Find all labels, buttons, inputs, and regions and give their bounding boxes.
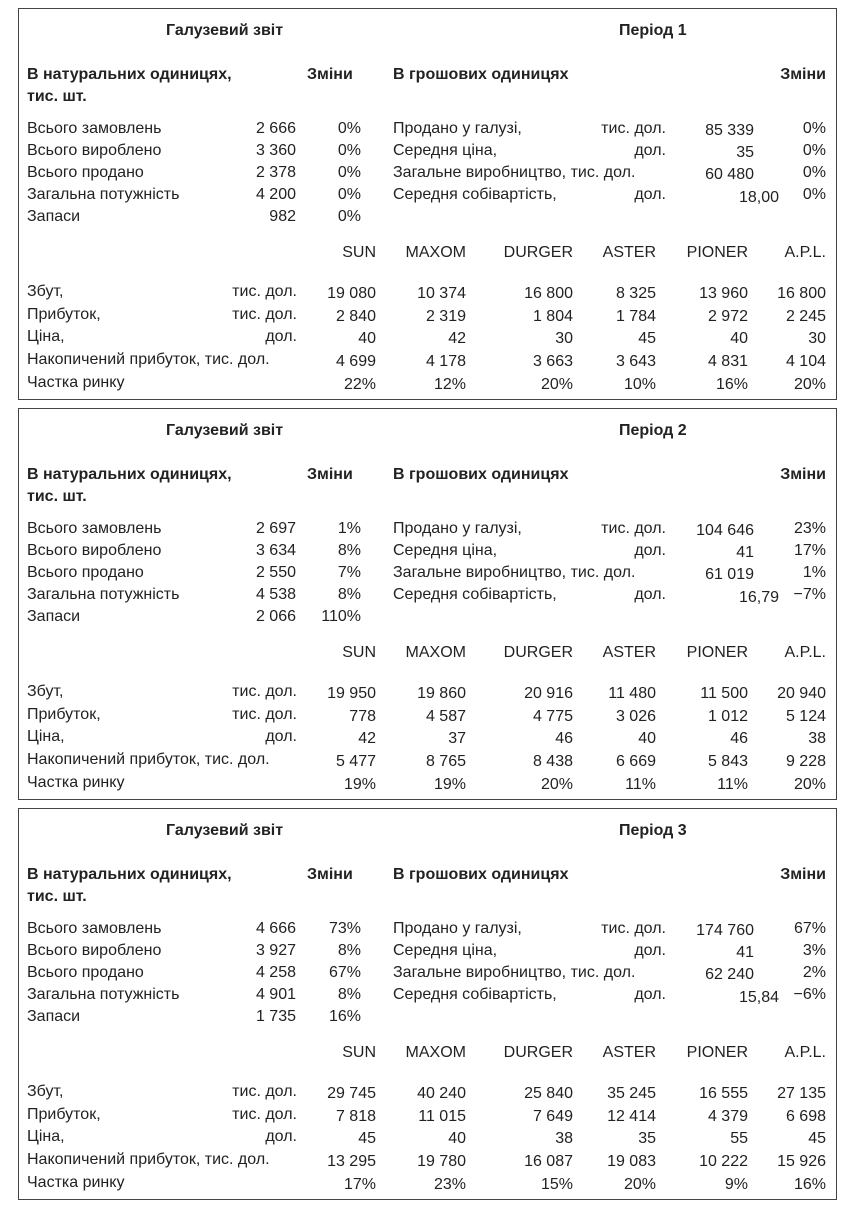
total-produced-change: 8%	[337, 942, 361, 959]
cumulative-cell: 5 477	[335, 753, 376, 770]
sales-label: Збут,	[27, 683, 64, 700]
average-price-value: 41	[736, 544, 754, 561]
share-label: Частка ринку	[27, 1174, 125, 1191]
average-price-unit: дол.	[634, 942, 666, 959]
money-units-header: В грошових одиницях	[393, 466, 569, 483]
price-cell: 45	[808, 1130, 826, 1147]
sold-in-industry-change: 23%	[793, 520, 826, 537]
sales-cell: 20 940	[777, 685, 826, 702]
price-unit: дол.	[265, 1128, 297, 1145]
inventory-value: 982	[269, 208, 296, 225]
profit-cell: 2 972	[707, 308, 748, 325]
sales-cell: 16 800	[777, 285, 826, 302]
money-units-header: В грошових одиницях	[393, 66, 569, 83]
sales-label: Збут,	[27, 283, 64, 300]
share-cell: 12%	[433, 376, 466, 393]
company-header: A.P.L.	[784, 244, 826, 261]
company-header: PIONER	[686, 244, 748, 261]
cumulative-cell: 4 104	[785, 353, 826, 370]
report-title: Галузевий звіт	[166, 822, 284, 839]
cumulative-cell: 10 222	[699, 1153, 748, 1170]
company-header: SUN	[342, 244, 376, 261]
profit-cell: 4 379	[707, 1108, 748, 1125]
sales-cell: 19 080	[327, 285, 376, 302]
average-price-change: 3%	[802, 942, 826, 959]
cumulative-cell: 9 228	[785, 753, 826, 770]
sales-cell: 16 555	[699, 1085, 748, 1102]
profit-cell: 778	[349, 708, 376, 725]
sales-cell: 40 240	[417, 1085, 466, 1102]
share-label: Частка ринку	[27, 374, 125, 391]
sales-unit: тис. дол.	[232, 283, 297, 300]
average-price-unit: дол.	[634, 142, 666, 159]
price-cell: 30	[555, 330, 573, 347]
inventory-label: Запаси	[27, 1008, 81, 1025]
sales-cell: 8 325	[615, 285, 656, 302]
total-produced-label: Всього вироблено	[27, 542, 162, 559]
period-title: Період 3	[619, 822, 687, 839]
total-sold-value: 4 258	[255, 964, 296, 981]
total-production-value: 61 019	[705, 566, 754, 583]
sales-cell: 29 745	[327, 1085, 376, 1102]
inventory-value: 1 735	[255, 1008, 296, 1025]
sales-cell: 25 840	[524, 1085, 573, 1102]
company-header: SUN	[342, 644, 376, 661]
changes-header: Зміни	[780, 466, 826, 483]
share-cell: 9%	[724, 1176, 748, 1193]
profit-cell: 5 124	[785, 708, 826, 725]
average-cost-unit: дол.	[634, 186, 666, 203]
sold-in-industry-label: Продано у галузі,	[393, 920, 522, 937]
total-sold-value: 2 550	[255, 564, 296, 581]
total-production-value: 62 240	[705, 966, 754, 983]
period-title: Період 1	[619, 22, 687, 39]
price-cell: 42	[358, 730, 376, 747]
sales-cell: 10 374	[417, 285, 466, 302]
total-produced-value: 3 927	[255, 942, 296, 959]
profit-label: Прибуток,	[27, 706, 101, 723]
natural-units-unit: тис. шт.	[27, 488, 87, 505]
profit-cell: 1 784	[615, 308, 656, 325]
total-production-value: 60 480	[705, 166, 754, 183]
total-capacity-label: Загальна потужність	[27, 586, 180, 603]
cumulative-cell: 19 780	[417, 1153, 466, 1170]
sales-cell: 11 500	[700, 685, 748, 702]
company-header: PIONER	[686, 1044, 748, 1061]
cumulative-cell: 4 831	[707, 353, 748, 370]
profit-cell: 4 775	[532, 708, 573, 725]
inventory-change: 16%	[328, 1008, 361, 1025]
total-capacity-label: Загальна потужність	[27, 186, 180, 203]
share-cell: 11%	[625, 776, 656, 793]
average-cost-label: Середня собівартість,	[393, 986, 557, 1003]
period-title: Період 2	[619, 422, 687, 439]
average-cost-change: −7%	[793, 586, 826, 603]
price-cell: 40	[730, 330, 748, 347]
total-orders-change: 1%	[337, 520, 361, 537]
profit-cell: 7 649	[532, 1108, 573, 1125]
average-cost-value: 15,84	[738, 989, 779, 1006]
total-produced-value: 3 634	[255, 542, 296, 559]
cumulative-cell: 3 663	[532, 353, 573, 370]
sales-cell: 19 860	[417, 685, 466, 702]
sales-unit: тис. дол.	[232, 683, 297, 700]
average-cost-change: 0%	[802, 186, 826, 203]
price-cell: 38	[808, 730, 826, 747]
profit-cell: 1 804	[532, 308, 573, 325]
average-price-change: 17%	[793, 542, 826, 559]
price-cell: 35	[638, 1130, 656, 1147]
average-price-unit: дол.	[634, 542, 666, 559]
price-cell: 40	[638, 730, 656, 747]
changes-header: Зміни	[307, 466, 353, 483]
sold-in-industry-change: 0%	[802, 120, 826, 137]
share-cell: 20%	[540, 376, 573, 393]
sold-in-industry-label: Продано у галузі,	[393, 520, 522, 537]
price-cell: 40	[358, 330, 376, 347]
changes-header: Зміни	[780, 866, 826, 883]
sold-in-industry-value: 85 339	[705, 122, 754, 139]
total-orders-change: 73%	[328, 920, 361, 937]
share-cell: 20%	[793, 776, 826, 793]
profit-cell: 2 319	[425, 308, 466, 325]
share-cell: 16%	[793, 1176, 826, 1193]
natural-units-header: В натуральних одиницях,	[27, 66, 232, 83]
share-cell: 20%	[540, 776, 573, 793]
cumulative-cell: 19 083	[607, 1153, 656, 1170]
share-cell: 11%	[717, 776, 748, 793]
total-capacity-label: Загальна потужність	[27, 986, 180, 1003]
sales-cell: 20 916	[524, 685, 573, 702]
report-period-3	[18, 808, 837, 1200]
profit-cell: 11 015	[418, 1108, 466, 1125]
sales-cell: 13 960	[699, 285, 748, 302]
sales-cell: 19 950	[327, 685, 376, 702]
report-title: Галузевий звіт	[166, 22, 284, 39]
total-produced-value: 3 360	[255, 142, 296, 159]
share-label: Частка ринку	[27, 774, 125, 791]
average-cost-change: −6%	[793, 986, 826, 1003]
price-label: Ціна,	[27, 328, 65, 345]
company-header: DURGER	[503, 244, 573, 261]
company-header: MAXOM	[405, 644, 466, 661]
profit-cell: 2 245	[785, 308, 826, 325]
total-orders-label: Всього замовлень	[27, 920, 162, 937]
price-cell: 45	[358, 1130, 376, 1147]
company-header: ASTER	[602, 1044, 656, 1061]
total-production-label: Загальне виробництво, тис. дол.	[393, 564, 636, 581]
share-cell: 17%	[343, 1176, 376, 1193]
price-label: Ціна,	[27, 728, 65, 745]
profit-cell: 2 840	[335, 308, 376, 325]
total-production-change: 1%	[802, 564, 826, 581]
profit-cell: 1 012	[707, 708, 748, 725]
total-production-label: Загальне виробництво, тис. дол.	[393, 964, 636, 981]
money-units-header: В грошових одиницях	[393, 866, 569, 883]
total-capacity-value: 4 200	[255, 186, 296, 203]
total-production-change: 2%	[802, 964, 826, 981]
company-header: PIONER	[686, 644, 748, 661]
share-cell: 20%	[793, 376, 826, 393]
average-cost-unit: дол.	[634, 586, 666, 603]
total-production-label: Загальне виробництво, тис. дол.	[393, 164, 636, 181]
company-header: SUN	[342, 1044, 376, 1061]
average-price-label: Середня ціна,	[393, 542, 498, 559]
average-price-label: Середня ціна,	[393, 942, 498, 959]
sales-cell: 16 800	[524, 285, 573, 302]
total-orders-label: Всього замовлень	[27, 520, 162, 537]
report-period-1	[18, 8, 837, 400]
total-sold-value: 2 378	[255, 164, 296, 181]
company-header: ASTER	[602, 244, 656, 261]
cumulative-label: Накопичений прибуток, тис. дол.	[27, 351, 270, 368]
total-capacity-value: 4 538	[255, 586, 296, 603]
company-header: A.P.L.	[784, 1044, 826, 1061]
total-capacity-value: 4 901	[255, 986, 296, 1003]
total-orders-change: 0%	[337, 120, 361, 137]
price-unit: дол.	[265, 728, 297, 745]
share-cell: 15%	[540, 1176, 573, 1193]
price-cell: 46	[555, 730, 573, 747]
cumulative-cell: 8 765	[425, 753, 466, 770]
total-sold-label: Всього продано	[27, 564, 144, 581]
price-cell: 30	[808, 330, 826, 347]
company-header: DURGER	[503, 1044, 573, 1061]
price-cell: 42	[448, 330, 466, 347]
cumulative-label: Накопичений прибуток, тис. дол.	[27, 751, 270, 768]
profit-label: Прибуток,	[27, 1106, 101, 1123]
cumulative-label: Накопичений прибуток, тис. дол.	[27, 1151, 270, 1168]
sold-in-industry-value: 174 760	[696, 922, 754, 939]
total-orders-value: 2 666	[255, 120, 296, 137]
natural-units-unit: тис. шт.	[27, 888, 87, 905]
inventory-label: Запаси	[27, 208, 81, 225]
cumulative-cell: 13 295	[327, 1153, 376, 1170]
share-cell: 22%	[343, 376, 376, 393]
sales-cell: 35 245	[607, 1085, 656, 1102]
average-price-value: 41	[736, 944, 754, 961]
report-period-2	[18, 408, 837, 800]
total-produced-label: Всього вироблено	[27, 942, 162, 959]
cumulative-cell: 16 087	[524, 1153, 573, 1170]
inventory-change: 110%	[321, 608, 361, 625]
average-price-change: 0%	[802, 142, 826, 159]
report-title: Галузевий звіт	[166, 422, 284, 439]
company-header: A.P.L.	[784, 644, 826, 661]
cumulative-cell: 6 669	[615, 753, 656, 770]
sold-in-industry-unit: тис. дол.	[601, 120, 666, 137]
natural-units-header: В натуральних одиницях,	[27, 866, 232, 883]
profit-cell: 12 414	[607, 1108, 656, 1125]
price-cell: 38	[555, 1130, 573, 1147]
average-cost-label: Середня собівартість,	[393, 186, 557, 203]
total-sold-change: 7%	[337, 564, 361, 581]
total-orders-value: 4 666	[255, 920, 296, 937]
total-capacity-change: 8%	[337, 586, 361, 603]
share-cell: 10%	[623, 376, 656, 393]
profit-cell: 4 587	[425, 708, 466, 725]
profit-cell: 7 818	[335, 1108, 376, 1125]
sales-cell: 27 135	[777, 1085, 826, 1102]
total-sold-change: 67%	[328, 964, 361, 981]
share-cell: 16%	[715, 376, 748, 393]
total-produced-change: 8%	[337, 542, 361, 559]
share-cell: 19%	[433, 776, 466, 793]
profit-cell: 6 698	[785, 1108, 826, 1125]
company-header: MAXOM	[405, 1044, 466, 1061]
inventory-label: Запаси	[27, 608, 81, 625]
share-cell: 19%	[343, 776, 376, 793]
share-cell: 20%	[623, 1176, 656, 1193]
profit-unit: тис. дол.	[232, 1106, 297, 1123]
cumulative-cell: 5 843	[707, 753, 748, 770]
cumulative-cell: 3 643	[615, 353, 656, 370]
natural-units-unit: тис. шт.	[27, 88, 87, 105]
inventory-value: 2 066	[255, 608, 296, 625]
sold-in-industry-unit: тис. дол.	[601, 520, 666, 537]
total-production-change: 0%	[802, 164, 826, 181]
natural-units-header: В натуральних одиницях,	[27, 466, 232, 483]
company-header: ASTER	[602, 644, 656, 661]
sold-in-industry-value: 104 646	[696, 522, 754, 539]
profit-cell: 3 026	[615, 708, 656, 725]
changes-header: Зміни	[307, 66, 353, 83]
price-unit: дол.	[265, 328, 297, 345]
company-header: MAXOM	[405, 244, 466, 261]
average-cost-value: 18,00	[738, 189, 779, 206]
cumulative-cell: 15 926	[777, 1153, 826, 1170]
total-orders-label: Всього замовлень	[27, 120, 162, 137]
price-cell: 37	[448, 730, 466, 747]
sold-in-industry-change: 67%	[793, 920, 826, 937]
price-cell: 46	[730, 730, 748, 747]
changes-header: Зміни	[307, 866, 353, 883]
average-price-label: Середня ціна,	[393, 142, 498, 159]
total-sold-label: Всього продано	[27, 964, 144, 981]
average-cost-unit: дол.	[634, 986, 666, 1003]
share-cell: 23%	[433, 1176, 466, 1193]
sales-unit: тис. дол.	[232, 1083, 297, 1100]
price-cell: 45	[638, 330, 656, 347]
total-capacity-change: 0%	[337, 186, 361, 203]
cumulative-cell: 4 699	[335, 353, 376, 370]
total-sold-change: 0%	[337, 164, 361, 181]
average-price-value: 35	[736, 144, 754, 161]
sold-in-industry-label: Продано у галузі,	[393, 120, 522, 137]
cumulative-cell: 8 438	[532, 753, 573, 770]
sold-in-industry-unit: тис. дол.	[601, 920, 666, 937]
average-cost-label: Середня собівартість,	[393, 586, 557, 603]
price-cell: 40	[448, 1130, 466, 1147]
average-cost-value: 16,79	[738, 589, 779, 606]
total-orders-value: 2 697	[255, 520, 296, 537]
total-produced-change: 0%	[337, 142, 361, 159]
price-label: Ціна,	[27, 1128, 65, 1145]
inventory-change: 0%	[337, 208, 361, 225]
changes-header: Зміни	[780, 66, 826, 83]
profit-label: Прибуток,	[27, 306, 101, 323]
sales-label: Збут,	[27, 1083, 64, 1100]
total-sold-label: Всього продано	[27, 164, 144, 181]
total-produced-label: Всього вироблено	[27, 142, 162, 159]
cumulative-cell: 4 178	[425, 353, 466, 370]
company-header: DURGER	[503, 644, 573, 661]
price-cell: 55	[730, 1130, 748, 1147]
profit-unit: тис. дол.	[232, 706, 297, 723]
total-capacity-change: 8%	[337, 986, 361, 1003]
sales-cell: 11 480	[608, 685, 656, 702]
profit-unit: тис. дол.	[232, 306, 297, 323]
